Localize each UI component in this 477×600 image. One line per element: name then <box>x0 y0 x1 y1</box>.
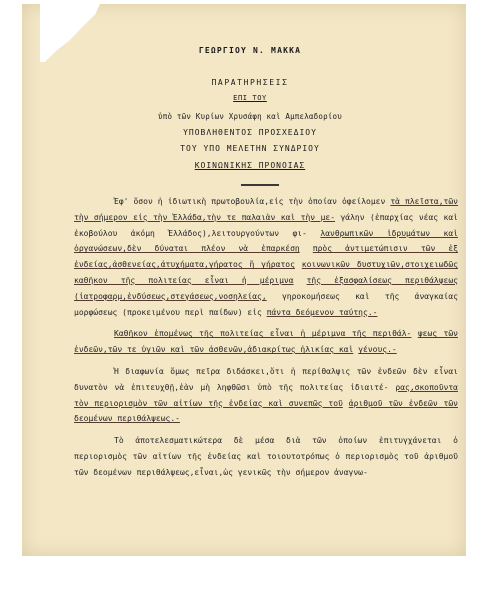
document-body <box>74 194 458 487</box>
title-on: ΕΠΙ ΤΟΥ <box>233 94 267 102</box>
text-line: λανθρωπικῶν ἱδρυμάτων καὶ ὀργανώσεων,δὲν δύναται πλέον νὰ ἐπαρκέσῃ <box>74 228 458 254</box>
paragraph <box>74 326 458 358</box>
title-study: ΤΟΥ ΥΠΟ ΜΕΛΕΤΗΝ ΣΥΝΔΡΙΟΥ <box>180 144 320 153</box>
text-line: γένους.- <box>358 345 397 355</box>
text-line: τῆς ἐξασφαλίσεως περιθάλψεως (ἰατροφαρμ,ἐνδύσεως,στεγάσεως,νοσηλείας, <box>74 275 458 301</box>
text-line: δὲν εἶναι δυνατὸν νὰ ἐπιτευχθῇ,ἐὰν μὴ ληφθῶσι ὑπὸ τῆς πολιτείας ἰδιαιτέ- <box>74 366 458 392</box>
paragraph <box>74 194 458 320</box>
text-line: Ἐφ' ὅσον ἡ ἰδιωτικὴ πρωτοβουλία,εἰς τὴν ὁποίαν ὀφείλομεν <box>114 197 386 206</box>
text-line: ψεως τῶν ἐνδεῶν,τῶν τε ὑγιῶν καὶ τῶν ἀσθενῶν,ἀδιακρίτως ἡλικίας καὶ <box>74 329 458 355</box>
title-social-welfare: ΚΟΙΝΩΝΙΚΗΣ ΠΡΟΝΟΙΑΣ <box>194 161 306 170</box>
text-line: τὰ πλεῖστα,τῶν τὴν σήμερον εἰς τὴν Ἑλλάδα,τὴν τε παλαιὰν καὶ τὴν με- <box>74 197 458 222</box>
text-line: Καθῆκον ἐπομένως τῆς πολιτείας εἶναι ἡ μέριμνα τῆς περιθάλ- <box>114 329 412 339</box>
text-line: κοινωνικῶν δυστυχιῶν,στοιχειωδῶς καθῆκον τῆς πολιτείας εἶναι ἡ μέριμνα <box>74 260 458 285</box>
text-line: ἀριθμοῦ τῶν δεομένων περιθάλψεως,εἶναι,ὡς γενικῶς τὴν σήμερον ἀναγνω- <box>74 451 458 477</box>
text-line: γάλην (ἐπαρχίας νέας καὶ ἐκοβούλου ἀκόμη Ἑλλάδος),λειτουργούντων φι- <box>74 212 458 238</box>
text-line: πρὸς ἀντιμετώπισιν τῶν ἐξ ἐνδείας,ἀσθενείας,ἀτυχήματα,γήρατος ἢ γήρατος <box>74 244 458 270</box>
text-line: γηροκομήσεως καὶ τῆς ἀναγκαίας μορφώσεως (προκειμένου περὶ παίδων) εἰς <box>74 291 458 317</box>
author-line: ΓΕΩΡΓΙΟΥ Ν. ΜΑΚΚΑ <box>198 46 302 55</box>
title-draft: ΥΠΟΒΛΗΘΕΝΤΟΣ ΠΡΟΣΧΕΔΙΟΥ <box>183 128 317 137</box>
text-line: ἀριθμοῦ τῶν ἐνδεῶν τῶν δεομένων περιθάλψεως.- <box>74 398 458 424</box>
paragraph <box>74 433 458 480</box>
title-observations: ΠΑΡΑΤΗΡΗΣΕΙΣ <box>211 78 289 87</box>
text-line: Τὸ ἀποτελεσματικώτερα δὲ μέσα διὰ τῶν ὁποίων ἐπιτυγχάνεται ὁ <box>114 436 458 446</box>
text-line: περιορισμὸς τῶν αἰτίων τῆς ἐνδείας καὶ τοιουτοτρόπως ὁ περιορισμὸς τοῦ <box>74 451 419 461</box>
text-line: ρας,σκοποῦντα τὸν περιορισμὸν τῶν αἰτίων τῆς ἐνδείας καὶ συνεπῶς τοῦ <box>74 382 458 408</box>
paragraph <box>74 364 458 427</box>
text-line: Ἡ διαφωνία ὅμως πεῖρα διδάσκει,ὅτι ἡ περίθαλψις τῶν ἐνδεῶν <box>114 366 407 376</box>
section-separator <box>241 184 279 186</box>
text-line: πάντα δεόμενον ταύτης.- <box>266 307 378 317</box>
title-by: ὑπὸ τῶν Κυρίων Χρυσάφη καὶ Αμπελαδορίου <box>158 112 342 121</box>
